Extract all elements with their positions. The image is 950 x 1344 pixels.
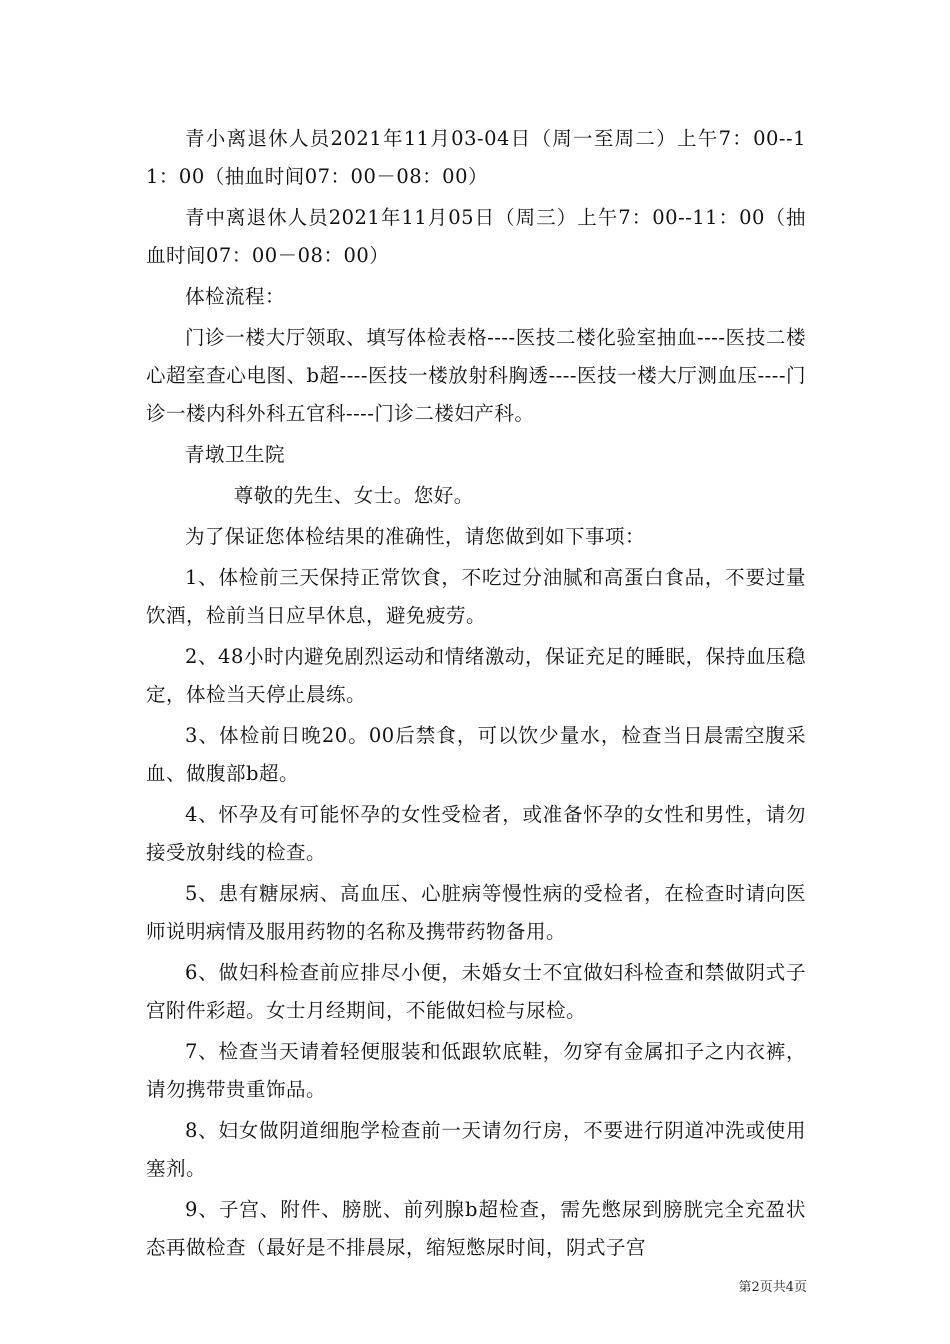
notice-item-6: 6、做妇科检查前应排尽小便，未婚女士不宜做妇科检查和禁做阴式子宫附件彩超。女士月经期间，不能做妇检与尿检。 <box>146 961 806 1022</box>
notice-item-8: 8、妇女做阴道细胞学检查前一天请勿行房，不要进行阴道冲洗或使用塞剂。 <box>146 1119 806 1180</box>
notice-item-3: 3、体检前日晚20。00后禁食，可以饮少量水，检查当日晨需空腹采血、做腹部b超。 <box>146 724 806 785</box>
process-steps: 门诊一楼大厅领取、填写体检表格----医技二楼化验室抽血----医技二楼心超室查心电图、b超----医技一楼放射科胸透----医技一楼大厅测血压----门诊一楼内科外科五官科----门诊二楼妇产科。 <box>146 326 806 425</box>
document-page <box>146 120 806 1270</box>
schedule-middle-school-retirees: 青中离退休人员2021年11月05日（周三）上午7：00--11：00（抽血时间07：00－08：00） <box>146 206 806 267</box>
greeting: 尊敬的先生、女士。您好。 <box>233 484 474 507</box>
notice-item-1: 1、体检前三天保持正常饮食，不吃过分油腻和高蛋白食品，不要过量饮酒，检前当日应早休息，避免疲劳。 <box>146 566 806 627</box>
page-number-footer: 第2页共4页 <box>738 1280 807 1295</box>
hospital-name: 青墩卫生院 <box>185 443 286 466</box>
notice-item-4: 4、怀孕及有可能怀孕的女性受检者，或准备怀孕的女性和男性，请勿接受放射线的检查。 <box>146 803 806 864</box>
schedule-primary-school-retirees: 青小离退休人员2021年11月03-04日（周一至周二）上午7：00--11：00（抽血时间07：00－08：00） <box>146 127 806 188</box>
notice-item-2: 2、48小时内避免剧烈运动和情绪激动，保证充足的睡眠，保持血压稳定，体检当天停止晨练。 <box>146 645 806 706</box>
notice-item-9: 9、子宫、附件、膀胱、前列腺b超检查，需先憋尿到膀胱完全充盈状态再做检查（最好是不排晨尿，缩短憋尿时间，阴式子宫 <box>146 1198 806 1259</box>
notice-item-7: 7、检查当天请着轻便服装和低跟软底鞋，勿穿有金属扣子之内衣裤，请勿携带贵重饰品。 <box>146 1040 806 1101</box>
process-heading: 体检流程： <box>185 285 286 308</box>
notice-intro: 为了保证您体检结果的准确性，请您做到如下事项： <box>185 525 646 548</box>
notice-item-5: 5、患有糖尿病、高血压、心脏病等慢性病的受检者，在检查时请向医师说明病情及服用药物的名称及携带药物备用。 <box>146 882 806 943</box>
